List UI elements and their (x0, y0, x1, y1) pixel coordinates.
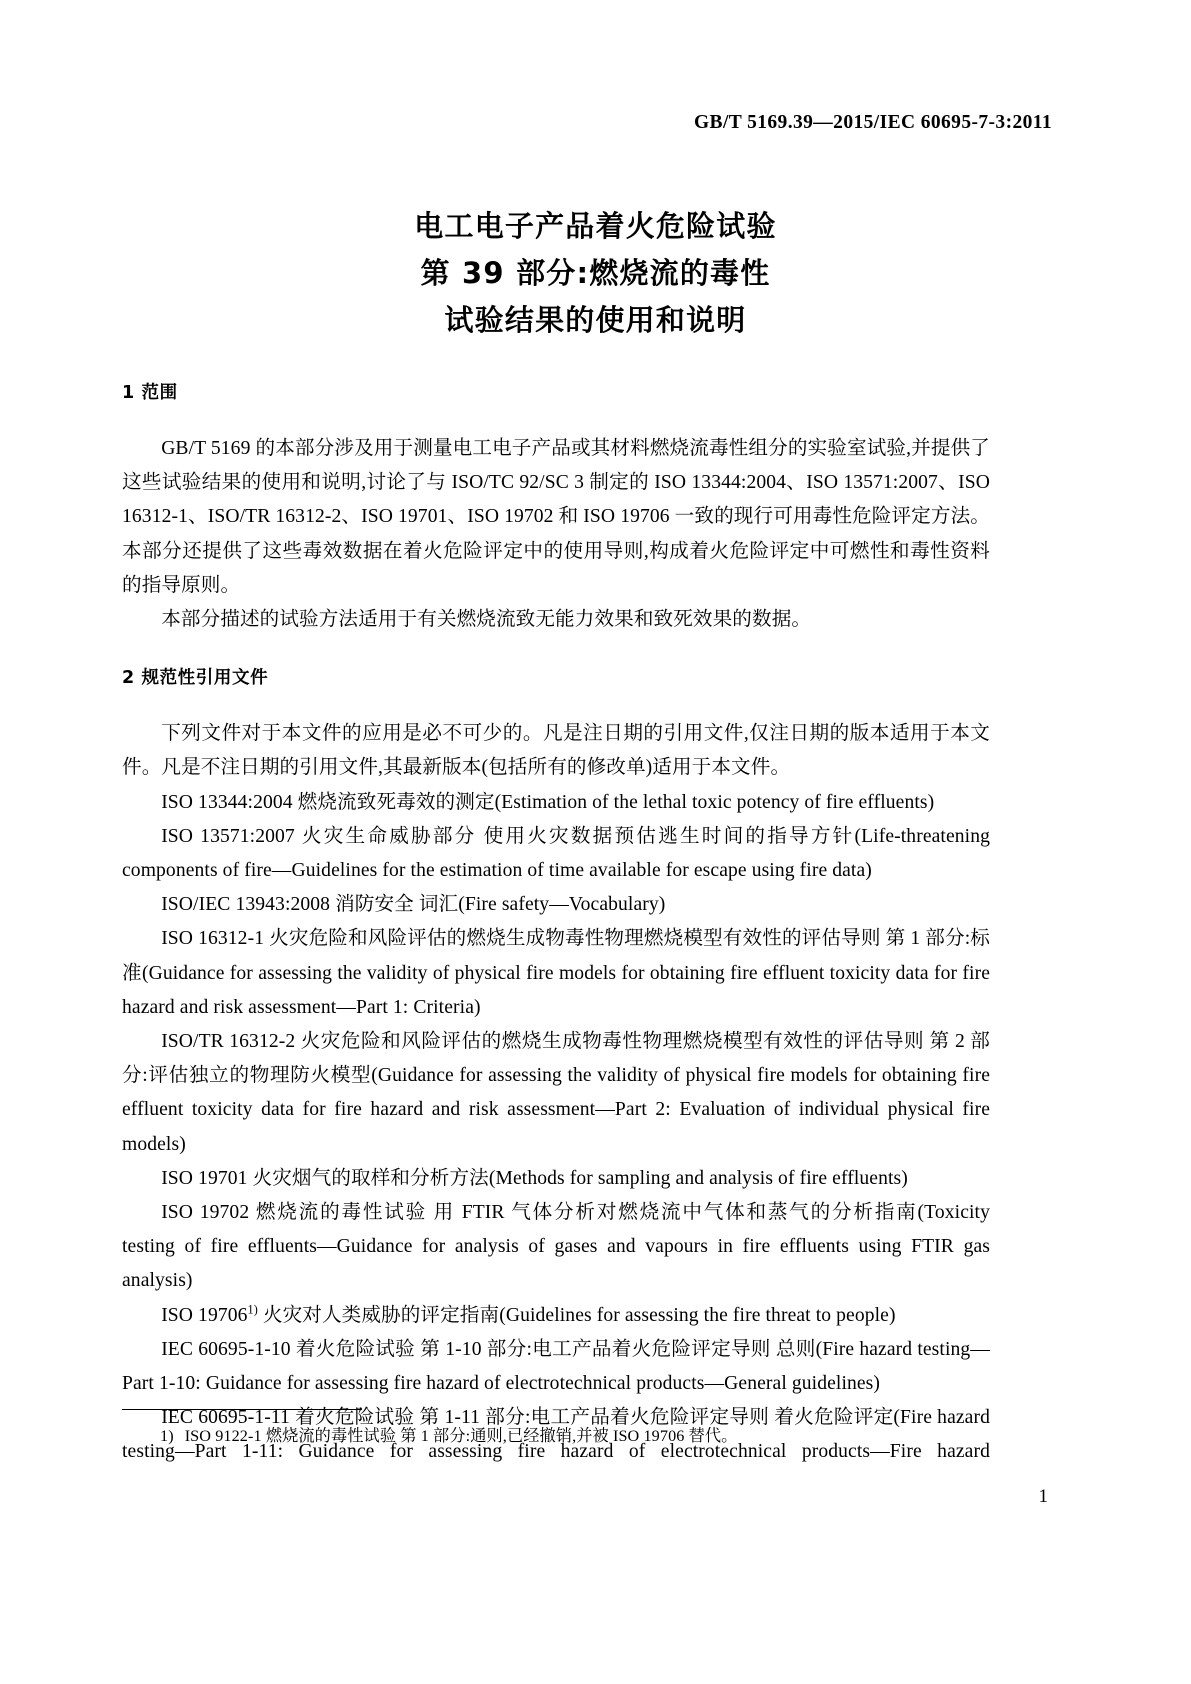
document-title-block (0, 203, 1191, 344)
footnote-marker: 1) (247, 1302, 258, 1317)
reference-entry: ISO/IEC 13943:2008 消防安全 词汇(Fire safety—Vocabulary) (161, 894, 666, 916)
reference-entry: ISO 16312-1 火灾危险和风险评估的燃烧生成物毒性物理燃烧模型有效性的评估导则 第 1 部分:标准(Guidance for assessing the validity of physical fire models for obtaining fire effluent toxicity data for fire hazard and risk assessment—Part 1: Criteria) (122, 928, 990, 1018)
reference-title: 火灾对人类威胁的评定指南(Guidelines for assessing the fire threat to people) (257, 1304, 896, 1326)
reference-entry: ISO 19701 火灾烟气的取样和分析方法(Methods for sampling and analysis of fire effluents) (161, 1167, 908, 1189)
footnote (160, 1423, 990, 1449)
footnote-number: 1) (160, 1427, 174, 1445)
page-number: 1 (1038, 1486, 1048, 1507)
clause-1-paragraph-1: GB/T 5169 的本部分涉及用于测量电工电子产品或其材料燃烧流毒性组分的实验室试验,并提供了这些试验结果的使用和说明,讨论了与 ISO/TC 92/SC 3 制定的 ISO 13344:2004、ISO 13571:2007、ISO 16312-1、ISO/TR 16312-2、ISO 19701、ISO 19702 和 ISO 19706 一致的现行可用毒性危险评定方法。本部分还提供了这些毒效数据在着火危险评定中的使用导则,构成着火危险评定中可燃性和毒性资料的指导原则。 (122, 438, 990, 596)
footnote-separator-rule (122, 1409, 362, 1410)
reference-entry: IEC 60695-1-10 着火危险试验 第 1-10 部分:电工产品着火危险评定导则 总则(Fire hazard testing—Part 1-10: Guidance for assessing fire hazard of electrotechnical products—General guidelines) (122, 1338, 990, 1395)
spacer (122, 406, 990, 432)
clause-1-heading: 1 范围 (122, 383, 178, 403)
spacer (122, 691, 990, 717)
document-body (122, 380, 990, 1470)
running-header-standard-code: GB/T 5169.39—2015/IEC 60695-7-3:2011 (693, 112, 1052, 133)
spacer (122, 637, 990, 665)
reference-entry (122, 1299, 990, 1333)
clause-1-paragraph-2: 本部分描述的试验方法适用于有关燃烧流致无能力效果和致死效果的数据。 (161, 609, 812, 631)
reference-entry: IEC 60695-1-11 着火危险试验 第 1-11 部分:电工产品着火危险评定导则 着火危险评定(Fire hazard testing—Part 1-11: Guidance for assessing fire hazard of electrotechnical products—Fire hazard (122, 1407, 990, 1463)
reference-entry: ISO 19702 燃烧流的毒性试验 用 FTIR 气体分析对燃烧流中气体和蒸气的分析指南(Toxicity testing of fire effluents—Guidance for analysis of gases and vapours in fire effluents using FTIR gas analysis) (122, 1202, 990, 1292)
title-line-1: 电工电子产品着火危险试验 (414, 209, 777, 243)
footnote-text: ISO 9122-1 燃烧流的毒性试验 第 1 部分:通则,已经撤销,并被 ISO 19706 替代。 (184, 1427, 738, 1445)
clause-2-intro-paragraph: 下列文件对于本文件的应用是必不可少的。凡是注日期的引用文件,仅注日期的版本适用于本文件。凡是不注日期的引用文件,其最新版本(包括所有的修改单)适用于本文件。 (122, 723, 990, 779)
reference-code: ISO 19706 (161, 1304, 248, 1326)
clause-2-heading: 2 规范性引用文件 (122, 668, 269, 689)
reference-entry: ISO 13344:2004 燃烧流致死毒效的测定(Estimation of the lethal toxic potency of fire effluents) (161, 791, 935, 813)
reference-entry: ISO 13571:2007 火灾生命威胁部分 使用火灾数据预估逃生时间的指导方针(Life-threatening components of fire—Guidelines for the estimation of time available for escape using fire data) (122, 825, 990, 882)
title-line-2: 第 39 部分:燃烧流的毒性 (420, 256, 771, 290)
title-line-3: 试验结果的使用和说明 (444, 303, 747, 337)
reference-entry: ISO/TR 16312-2 火灾危险和风险评估的燃烧生成物毒性物理燃烧模型有效性的评估导则 第 2 部分:评估独立的物理防火模型(Guidance for assessing the validity of physical fire models for obtaining fire effluent toxicity data for fire hazard and risk assessment—Part 2: Evaluation of individual physical fire models) (122, 1031, 990, 1155)
